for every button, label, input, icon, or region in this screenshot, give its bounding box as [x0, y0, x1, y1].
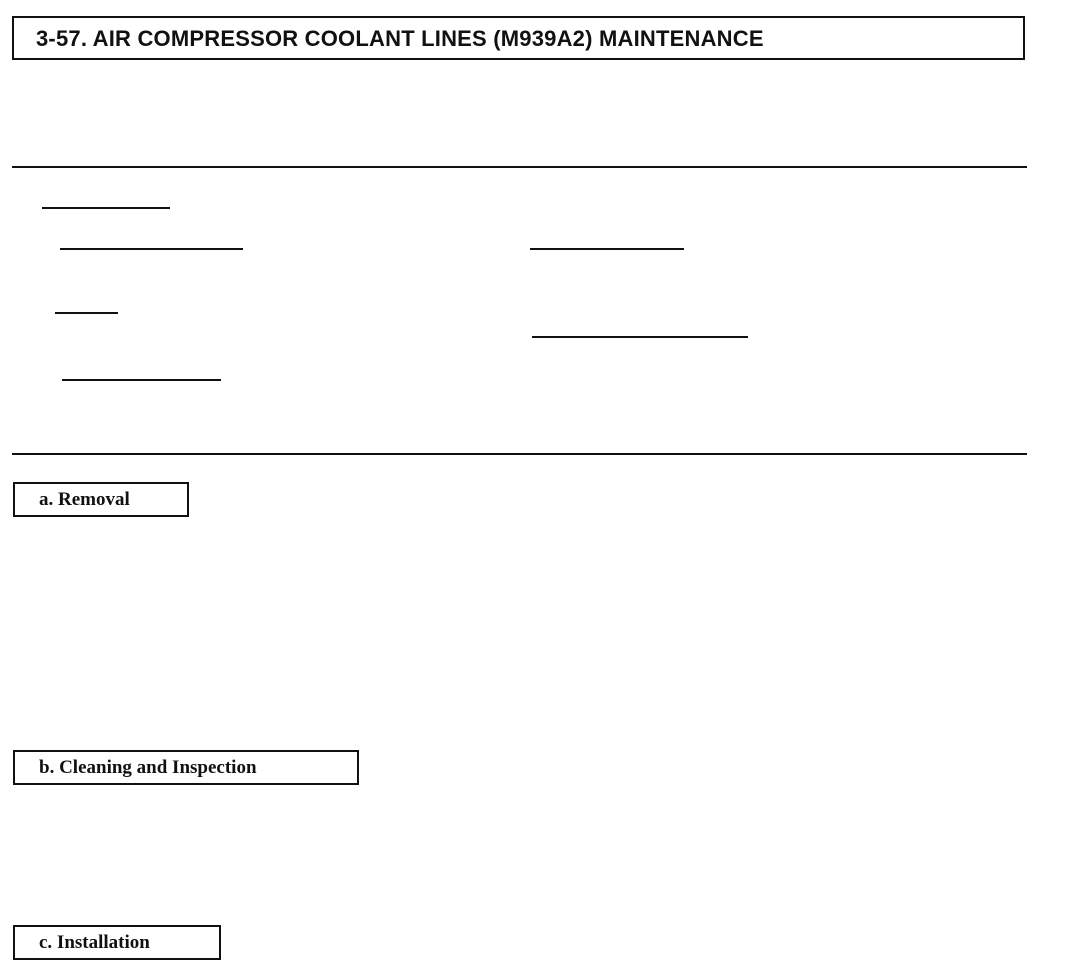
blank-field-line	[55, 312, 118, 314]
top-divider	[12, 166, 1027, 168]
section-installation-box	[13, 925, 221, 960]
section-cleaning-label: b. Cleaning and Inspection	[39, 757, 257, 778]
blank-field-line	[532, 336, 748, 338]
blank-heading-line	[42, 207, 170, 209]
blank-field-line	[530, 248, 684, 250]
blank-field-line	[62, 379, 221, 381]
bottom-divider	[12, 453, 1027, 455]
page-title: 3-57. AIR COMPRESSOR COOLANT LINES (M939A2) MAINTENANCE	[36, 26, 764, 51]
blank-field-line	[60, 248, 243, 250]
page-title-box	[12, 16, 1025, 60]
section-installation-label: c. Installation	[39, 932, 150, 953]
section-removal-box	[13, 482, 189, 517]
section-cleaning-box	[13, 750, 359, 785]
section-removal-label: a. Removal	[39, 489, 130, 510]
